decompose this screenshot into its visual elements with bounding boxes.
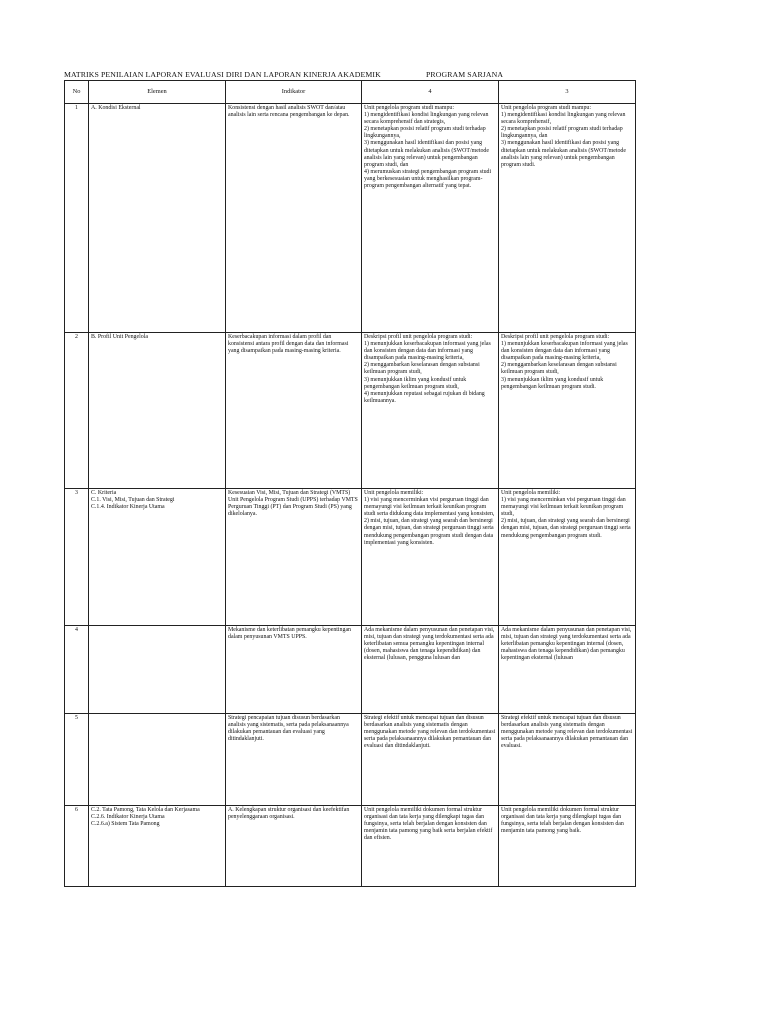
table-row — [65, 489, 636, 626]
indikator-cell: A. Kelengkapan struktur organisasi dan keefektifan penyelenggaraan organisasi. — [226, 806, 362, 887]
elemen-cell: C. Kriteria C.1. Visi, Misi, Tujuan dan Strategi C.1.4. Indikator Kinerja Utama — [89, 489, 226, 626]
score-4-cell: Strategi efektif untuk mencapai tujuan dan disusun berdasarkan analisis yang sistematis dengan menggunakan metode yang relevan dan terdokumentasi serta pada pelaksanaannya dilakukan pemantauan dan evaluasi dan ditindaklanjuti. — [362, 714, 499, 806]
elemen-cell — [89, 714, 226, 806]
row-number: 2 — [65, 333, 89, 489]
indikator-cell: Kesesuaian Visi, Misi, Tujuan dan Strategi (VMTS) Unit Pengelola Program Studi (UPPS) terhadap VMTS Perguruan Tinggi (PT) dan Program Studi (PS) yang dikelolanya. — [226, 489, 362, 626]
header-score-4: 4 — [362, 81, 499, 104]
table-row — [65, 626, 636, 714]
header-elemen: Elemen — [89, 81, 226, 104]
elemen-cell: B. Profil Unit Pengelola — [89, 333, 226, 489]
row-number: 3 — [65, 489, 89, 626]
score-4-cell: Unit pengelola program studi mampu: 1) mengidentifikasi kondisi lingkungan yang relevan secara komprehensif dan strategis, 2) menetapkan posisi relatif program studi terhadap lingkungannya, 3) menggunakan hasil identifikasi dan posisi yang ditetapkan untuk melakukan analisis (SWOT/metode analisis lain yang relevan) untuk pengembangan program studi, dan 4) merumuskan strategi pengembangan program studi yang berkesesuaian untuk menghasilkan program-program pengembangan alternatif yang tepat. — [362, 104, 499, 333]
document-title — [64, 70, 504, 79]
elemen-cell: A. Kondisi Eksternal — [89, 104, 226, 333]
table-row — [65, 806, 636, 887]
indikator-cell: Mekanisme dan keterlibatan pemangku kepentingan dalam penyusunan VMTS UPPS. — [226, 626, 362, 714]
indikator-cell: Strategi pencapaian tujuan disusun berdasarkan analisis yang sistematis, serta pada pelaksanaannya dilakukan pemantauan dan evaluasi yang ditindaklanjuti. — [226, 714, 362, 806]
score-3-cell: Deskripsi profil unit pengelola program studi: 1) menunjukkan keserbacakupan informasi yang jelas dan konsisten dengan data dan informasi yang disampaikan pada masing-masing kriteria, 2) menggambarkan keselarasan dengan substansi keilmuan program studi, 3) menunjukkan iklim yang kondusif untuk pengembangan keilmuan program studi. — [499, 333, 636, 489]
score-4-cell: Ada mekanisme dalam penyusunan dan penetapan visi, misi, tujuan dan strategi yang terdokumentasi serta ada keterlibatan semua pemangku kepentingan internal (dosen, mahasiswa dan tenaga kependidikan) dan eksternal (lulusan, pengguna lulusan dan — [362, 626, 499, 714]
table-row — [65, 714, 636, 806]
header-row — [65, 81, 636, 104]
row-number: 1 — [65, 104, 89, 333]
header-score-3: 3 — [499, 81, 636, 104]
row-number: 5 — [65, 714, 89, 806]
score-3-cell: Strategi efektif untuk mencapai tujuan dan disusun berdasarkan analisis yang sistematis dengan menggunakan metode yang relevan dan terdokumentasi serta pada pelaksanaannya dilakukan pemantauan dan evaluasi. — [499, 714, 636, 806]
row-number: 6 — [65, 806, 89, 887]
score-3-cell: Ada mekanisme dalam penyusunan dan penetapan visi, misi, tujuan dan strategi yang terdokumentasi serta ada keterlibatan pemangku kepentingan internal (dosen, mahasiswa dan tenaga kependidikan) dan pemangku kepentingan eksternal (lulusan — [499, 626, 636, 714]
title-text: MATRIKS PENILAIAN LAPORAN EVALUASI DIRI DAN LAPORAN KINERJA AKADEMIK — [64, 70, 381, 79]
assessment-matrix-table — [64, 80, 636, 887]
program-label: PROGRAM SARJANA — [426, 70, 504, 79]
header-indikator: Indikator — [226, 81, 362, 104]
table-row — [65, 104, 636, 333]
header-no: No — [65, 81, 89, 104]
indikator-cell: Konsistensi dengan hasil analisis SWOT dan/atau analisis lain serta rencana pengembangan ke depan. — [226, 104, 362, 333]
score-4-cell: Deskripsi profil unit pengelola program studi: 1) menunjukkan keserbacakupan informasi yang jelas dan konsisten dengan data dan informasi yang disampaikan pada masing-masing kriteria, 2) menggambarkan keselarasan dengan substansi keilmuan program studi, 3) menunjukkan iklim yang kondusif untuk pengembangan keilmuan program studi, 4) menunjukkan reputasi sebagai rujukan di bidang keilmuannya. — [362, 333, 499, 489]
score-4-cell: Unit pengelola memiliki dokumen formal struktur organisasi dan tata kerja yang dilengkapi tugas dan fungsinya, serta telah berjalan dengan konsisten dan menjamin tata pamong yang baik serta berjalan efektif dan efisien. — [362, 806, 499, 887]
indikator-cell: Keserbacakupan informasi dalam profil dan konsistensi antara profil dengan data dan informasi yang disampaikan pada masing-masing kriteria. — [226, 333, 362, 489]
table-row — [65, 333, 636, 489]
elemen-cell — [89, 626, 226, 714]
score-3-cell: Unit pengelola memiliki dokumen formal struktur organisasi dan tata kerja yang dilengkapi tugas dan fungsinya, serta telah berjalan dengan konsisten dan menjamin tata pamong yang baik. — [499, 806, 636, 887]
score-4-cell: Unit pengelola memiliki: 1) visi yang mencerminkan visi perguruan tinggi dan memayungi visi keilmuan terkait keunikan program studi serta didukung data implementasi yang konsisten, 2) misi, tujuan, dan strategi yang searah dan bersinergi dengan misi, tujuan, dan strategi perguruan tinggi serta mendukung pengembangan program studi dengan data implementasi yang konsisten. — [362, 489, 499, 626]
score-3-cell: Unit pengelola memiliki: 1) visi yang mencerminkan visi perguruan tinggi dan memayungi visi keilmuan terkait keunikan program studi, 2) misi, tujuan, dan strategi yang searah dan bersinergi dengan misi, tujuan, dan strategi perguruan tinggi serta mendukung pengembangan program studi. — [499, 489, 636, 626]
elemen-cell: C.2. Tata Pamong, Tata Kelola dan Kerjasama C.2.6. Indikator Kinerja Utama C.2.6.a) Sistem Tata Pamong — [89, 806, 226, 887]
row-number: 4 — [65, 626, 89, 714]
score-3-cell: Unit pengelola program studi mampu: 1) mengidentifikasi kondisi lingkungan yang relevan secara komprehensif, 2) menetapkan posisi relatif program studi terhadap lingkungannya, dan 3) menggunakan hasil identifikasi dan posisi yang ditetapkan untuk melakukan analisis (SWOT/metode analisis lain yang relevan) untuk pengembangan program studi. — [499, 104, 636, 333]
